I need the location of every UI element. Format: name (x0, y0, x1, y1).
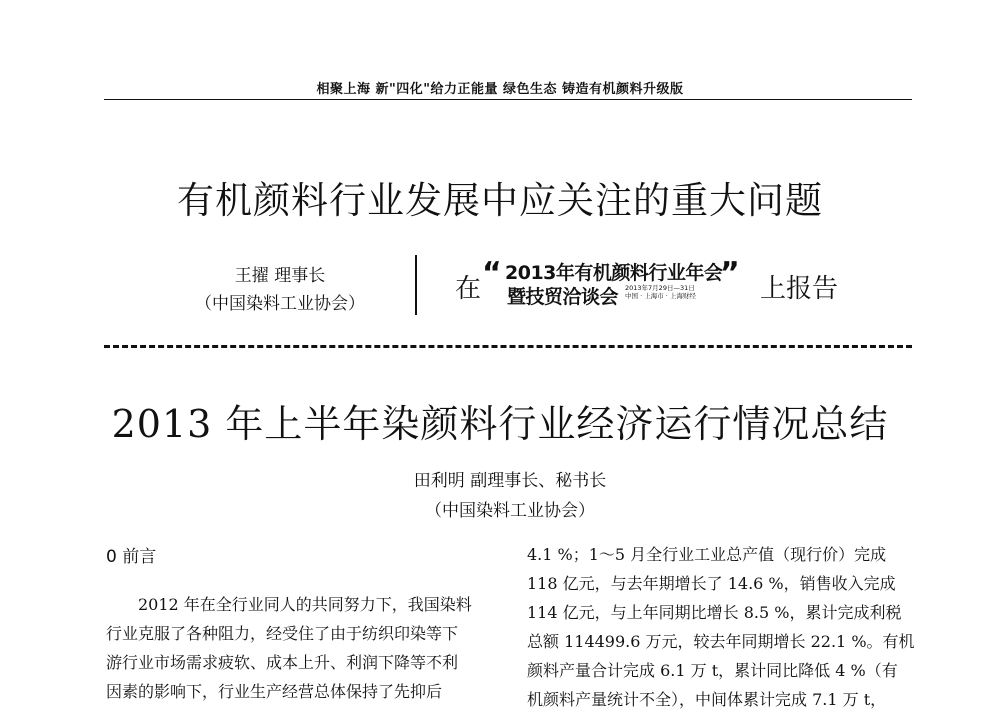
text-line: 4.1 %；1～5 月全行业工业总产值（现行价）完成 (527, 545, 887, 564)
text-line: 因素的影响下，行业生产经营总体保持了先抑后 (106, 682, 443, 701)
article1-speaker-org: （中国染料工业协会） (195, 294, 365, 314)
vertical-divider (415, 255, 417, 315)
text-line: 114 亿元，与上年同期比增长 8.5 %，累计完成利税 (527, 603, 902, 622)
article2-title: 2013 年上半年染颜料行业经济运行情况总结 (111, 402, 889, 446)
article1-speaker (160, 262, 400, 318)
event-logo-line1: 2013年有机颜料行业年会 (505, 262, 723, 284)
report-prefix: 在 (455, 274, 482, 304)
event-logo-location: 中国 · 上海市 · 上海财经 (625, 292, 696, 300)
running-header: 相聚上海 新"四化"给力正能量 绿色生态 铸造有机颜料升级版 (316, 82, 684, 97)
right-paragraph (527, 540, 919, 714)
event-logo-small (625, 284, 696, 300)
left-column (106, 540, 498, 706)
text-line: 游行业市场需求疲软、成本上升、利润下降等不利 (106, 653, 459, 672)
text-line: 2012 年在全行业同人的共同努力下，我国染料 (106, 595, 472, 614)
right-column (527, 540, 919, 714)
event-logo-date: 2013年7月29日—31日 (625, 284, 695, 292)
event-logo (505, 258, 735, 308)
article2-speaker-org: （中国染料工业协会） (425, 501, 595, 521)
article1-title: 有机颜料行业发展中应关注的重大问题 (177, 179, 823, 222)
text-line: 行业克服了各种阻力，经受住了由于纺织印染等下 (106, 624, 459, 643)
text-line: 颜料产量合计完成 6.1 万 t，累计同比降低 4 %（有 (527, 661, 898, 680)
left-paragraph (106, 590, 498, 706)
header-rule (104, 99, 912, 100)
article2-speaker: 田利明 副理事长、秘书长 (413, 471, 607, 491)
section-heading: 0 前言 (106, 547, 157, 567)
article1-speaker-name: 王擢 理事长 (234, 266, 326, 286)
quote-open: “ (482, 256, 502, 291)
dashed-separator (104, 345, 912, 348)
quote-close: ” (720, 256, 740, 291)
event-logo-line2: 暨技贸洽谈会 (507, 286, 619, 308)
text-line: 总额 114499.6 万元，较去年同期增长 22.1 %。有机 (527, 632, 915, 651)
text-line: 118 亿元，与去年期增长了 14.6 %，销售收入完成 (527, 574, 896, 593)
text-line: 机颜料产量统计不全），中间体累计完成 7.1 万 t， (527, 690, 887, 709)
report-suffix: 上报告 (760, 274, 839, 304)
